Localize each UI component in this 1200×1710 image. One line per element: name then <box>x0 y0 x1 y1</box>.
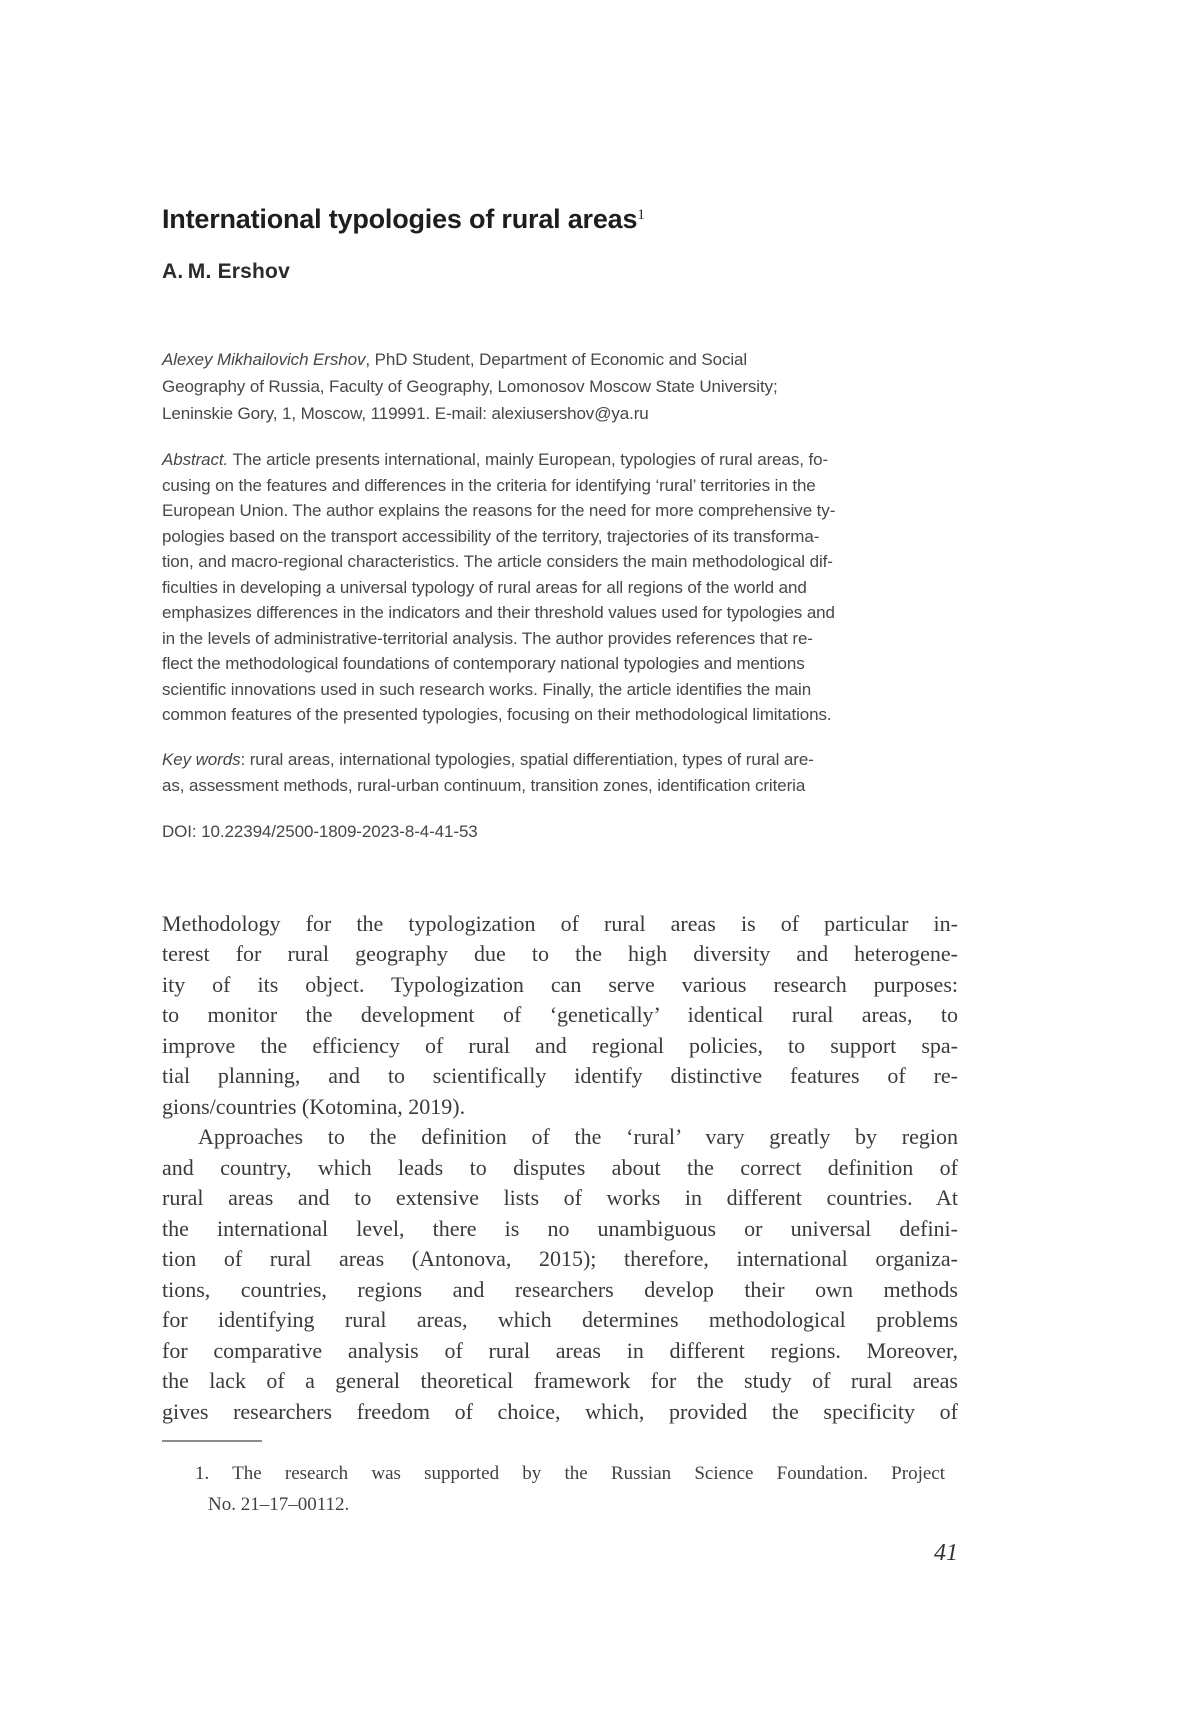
text-line: the international level, there is no unambiguous or universal defini- <box>162 1215 958 1241</box>
text-line: gions/countries (Kotomina, 2019). <box>162 1093 466 1119</box>
title-footnote-marker: 1 <box>637 207 645 223</box>
text-line: Leninskie Gory, 1, Moscow, 119991. E-mail: alexiusershov@ya.ru <box>162 404 649 423</box>
text-line: and country, which leads to disputes about the correct definition of <box>162 1154 958 1180</box>
abstract-first-line <box>162 447 942 473</box>
affiliation-lines <box>162 373 942 427</box>
text-line: emphasizes differences in the indicators and their threshold values used for typologies and <box>162 603 835 622</box>
text-line: pologies based on the transport accessibility of the territory, trajectories of its transforma- <box>162 526 820 546</box>
text-line: No. 21–17–00112. <box>208 1494 350 1515</box>
keywords-first-line-rest: : rural areas, international typologies, spatial differentiation, types of rural are- <box>240 749 814 769</box>
text-line: the lack of a general theoretical framework for the study of rural areas <box>162 1368 958 1393</box>
article-content <box>162 0 958 1567</box>
text-line: gives researchers freedom of choice, which, provided the specificity of <box>162 1398 958 1424</box>
text-line: tial planning, and to scientifically identify distinctive features of re- <box>162 1063 958 1088</box>
footnote <box>195 1458 945 1520</box>
affiliation-author-italic: Alexey Mikhailovich Ershov <box>162 350 366 369</box>
text-line: cusing on the features and differences in the criteria for identifying ‘rural’ territories in the <box>162 475 816 495</box>
text-line: improve the efficiency of rural and regional policies, to support spa- <box>162 1032 958 1058</box>
abstract-lines <box>162 473 942 728</box>
affiliation-first-line-rest: , PhD Student, Department of Economic and Social <box>365 350 748 369</box>
abstract-first-line-rest: The article presents international, mainly European, typologies of rural areas, fo- <box>228 450 829 469</box>
text-line: as, assessment methods, rural-urban continuum, transition zones, identification criteria <box>162 775 806 795</box>
body-paragraph-2 <box>162 1122 958 1427</box>
text-line: Approaches to the definition of the ‘rural’ vary greatly by region <box>198 1124 958 1149</box>
text-line: flect the methodological foundations of contemporary national typologies and mentions <box>162 654 805 673</box>
text-line: Methodology for the typologization of rural areas is of particular in- <box>162 910 958 936</box>
text-line: for comparative analysis of rural areas in different regions. Moreover, <box>162 1337 958 1363</box>
keywords-first-line <box>162 747 942 773</box>
text-line: to monitor the development of ‘genetically’ identical rural areas, to <box>162 1002 958 1027</box>
text-line: for identifying rural areas, which determines methodological problems <box>162 1307 958 1332</box>
article-body <box>162 909 958 1428</box>
article-title-text: International typologies of rural areas <box>162 204 638 234</box>
keywords <box>162 747 942 799</box>
abstract-label: Abstract. <box>162 450 229 469</box>
text-line: tion of rural areas (Antonova, 2015); therefore, international organiza- <box>162 1246 958 1271</box>
text-line: ity of its object. Typologization can serve various research purposes: <box>162 971 958 997</box>
text-line: 1. The research was supported by the Russian Science Foundation. Project <box>195 1463 945 1484</box>
text-line: tions, countries, regions and researchers develop their own methods <box>162 1276 958 1302</box>
keywords-lines <box>162 773 942 799</box>
doi: DOI: 10.22394/2500-1809-2023-8-4-41-53 <box>162 821 478 841</box>
text-line: scientific innovations used in such research works. Finally, the article identifies the main <box>162 679 812 699</box>
footnote-rule <box>162 1440 262 1442</box>
author-name: A. M. Ershov <box>162 260 290 283</box>
text-line: terest for rural geography due to the high diversity and heterogene- <box>162 941 958 966</box>
text-line: Geography of Russia, Faculty of Geography, Lomonosov Moscow State University; <box>162 377 778 396</box>
keywords-label: Key words <box>162 749 241 769</box>
text-line: ficulties in developing a universal typology of rural areas for all regions of the world and <box>162 577 807 597</box>
text-line: in the levels of administrative-territorial analysis. The author provides references that re- <box>162 628 813 648</box>
text-line: common features of the presented typologies, focusing on their methodological limitations. <box>162 705 832 724</box>
text-line: tion, and macro-regional characteristics. The article considers the main methodological dif- <box>162 552 833 571</box>
text-line: European Union. The author explains the reasons for the need for more comprehensive ty- <box>162 501 836 520</box>
abstract <box>162 447 942 728</box>
article-title <box>162 203 958 235</box>
affiliation <box>162 346 942 427</box>
text-line: rural areas and to extensive lists of works in different countries. At <box>162 1185 958 1210</box>
body-paragraph-1 <box>162 909 958 1123</box>
affiliation-first-line <box>162 346 942 373</box>
page-number: 41 <box>934 1540 958 1566</box>
